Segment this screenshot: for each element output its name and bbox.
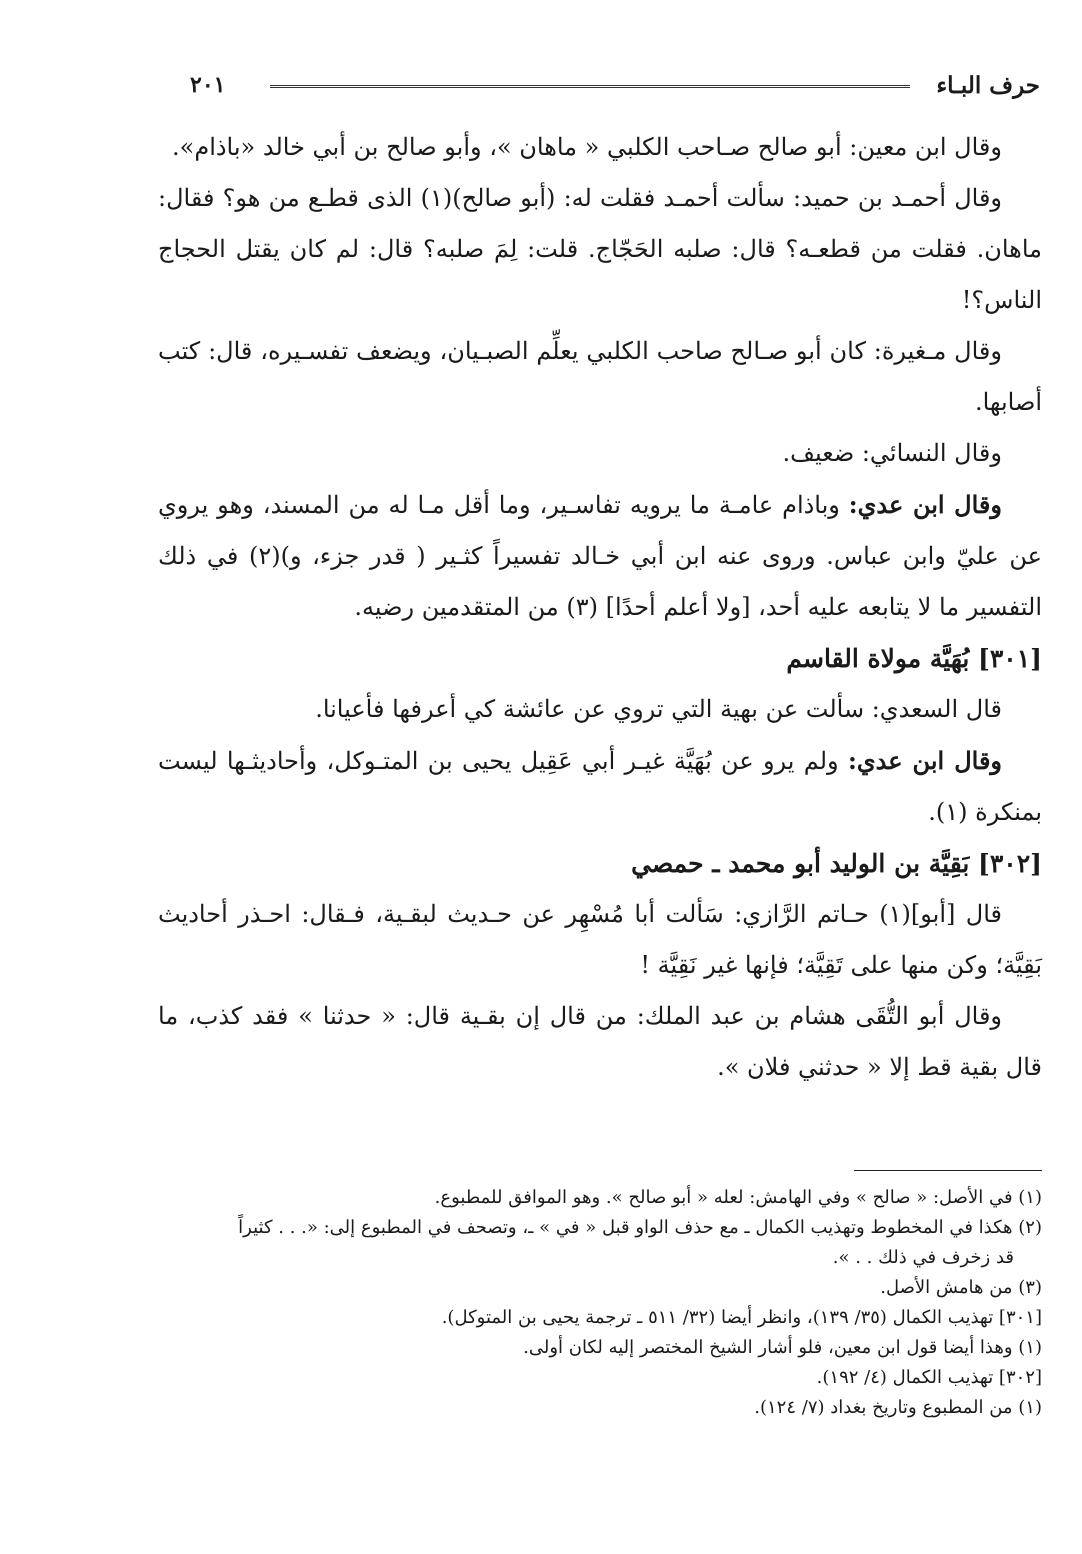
paragraph-ibn-adi-2 bbox=[158, 735, 1042, 838]
footnote: (١) وهذا أيضا قول ابن معين، فلو أشار الشيخ المختصر إليه لكان أولى. bbox=[523, 1337, 1042, 1358]
paragraph-nasai: وقال النسائي: ضعيف. bbox=[782, 439, 1002, 467]
paragraph-abu-tuqa: وقال أبو التُّقَى هشام بن عبد الملك: من قال إن بقـية قال: « حدثنا » فقد كذب، ما قال بقية قط إلا « حدثني فلان ». bbox=[158, 1002, 1042, 1081]
entry-heading-302: [٣٠٢] بَقِيَّة بن الوليد أبو محمد ـ حمصي bbox=[631, 849, 1042, 878]
footnote-separator bbox=[854, 1170, 1042, 1171]
page-number: ٢٠١ bbox=[190, 72, 226, 98]
footnote: [٣٠١] تهذيب الكمال (٣٥/ ١٣٩)، وانظر أيضا (٣٢/ ٥١١ ـ ترجمة يحيى بن المتوكل). bbox=[441, 1307, 1042, 1328]
paragraph-abu-hatim: قال [أبو](١) حـاتم الرَّازي: سَألت أبا مُسْهِر عن حـديث لبقـية، فـقال: احـذر أحاديث بَقِيَّة؛ وكن منها على تَقِيَّة؛ فإنها غير نَقِيَّة ! bbox=[158, 900, 1042, 979]
main-text bbox=[158, 122, 1042, 1093]
footnote: (٢) هكذا في المخطوط وتهذيب الكمال ـ مع حذف الواو قبل « في » ـ، وتصحف في المطبوع إلى: «. . . كثيراً bbox=[238, 1217, 1042, 1238]
footnote-continuation: قد زخرف في ذلك . . ». bbox=[832, 1247, 1014, 1268]
paragraph-saadi: قال السعدي: سألت عن بهية التي تروي عن عائشة كي أعرفها فأعيانا. bbox=[315, 695, 1002, 723]
paragraph-ibn-adi-1 bbox=[158, 479, 1042, 633]
speaker-label: وقال ابن عدي: bbox=[847, 746, 1003, 775]
paragraph-mughira: وقال مـغيرة: كان أبو صـالح صاحب الكلبي يعلِّم الصبـيان، ويضعف تفسـيره، قال: كتب أصابها. bbox=[158, 337, 1042, 416]
footnote: (١) في الأصل: « صالح » وفي الهامش: لعله « أبو صالح ». وهو الموافق للمطبوع. bbox=[434, 1187, 1042, 1208]
paragraph-ahmad-bin-humaid: وقال أحمـد بن حميد: سألت أحمـد فقلت له: (أبو صالح)(١) الذى قطـع من هو؟ فقال: ماهان. فقلت من قطعـه؟ قال: صلبه الحَجّاج. قلت: لِمَ صلبه؟ قال: لم كان يقتل الحجاج الناس؟! bbox=[158, 184, 1042, 314]
footnote: (٣) من هامش الأصل. bbox=[880, 1277, 1042, 1298]
entry-heading-301: [٣٠١] بُهَيَّة مولاة القاسم bbox=[786, 644, 1042, 673]
paragraph-text: وباذام عامـة ما يرويه تفاسـير، وما أقل مـا له من المسند، وهو يروي عن عليّ وابن عباس. وروى عنه ابن أبي خـالد تفسيراً كثـير ( قدر جزء، و)(٢) في ذلك التفسير ما لا يتابعه عليه أحد، [ولا أعلم أحدًا] (٣) من المتقدمين رضيه. bbox=[158, 491, 1043, 621]
footnote: [٣٠٢] تهذيب الكمال (٤/ ١٩٢). bbox=[816, 1367, 1042, 1388]
paragraph-text: ولم يرو عن بُهَيَّة غيـر أبي عَقِيل يحيى بن المتـوكل، وأحاديثـها ليست بمنكرة (١). bbox=[158, 747, 1042, 826]
footnotes bbox=[150, 1183, 1042, 1423]
paragraph-ibn-maeen: وقال ابن معين: أبو صالح صـاحب الكلبي « ماهان »، وأبو صالح بن أبي خالد «باذام». bbox=[172, 133, 1002, 161]
footnote: (١) من المطبوع وتاريخ بغداد (٧/ ١٢٤). bbox=[754, 1397, 1042, 1418]
speaker-label: وقال ابن عدي: bbox=[848, 490, 1002, 519]
chapter-title: حرف البـاء bbox=[936, 72, 1040, 99]
header-rule bbox=[270, 85, 910, 88]
page-header bbox=[160, 72, 1040, 106]
